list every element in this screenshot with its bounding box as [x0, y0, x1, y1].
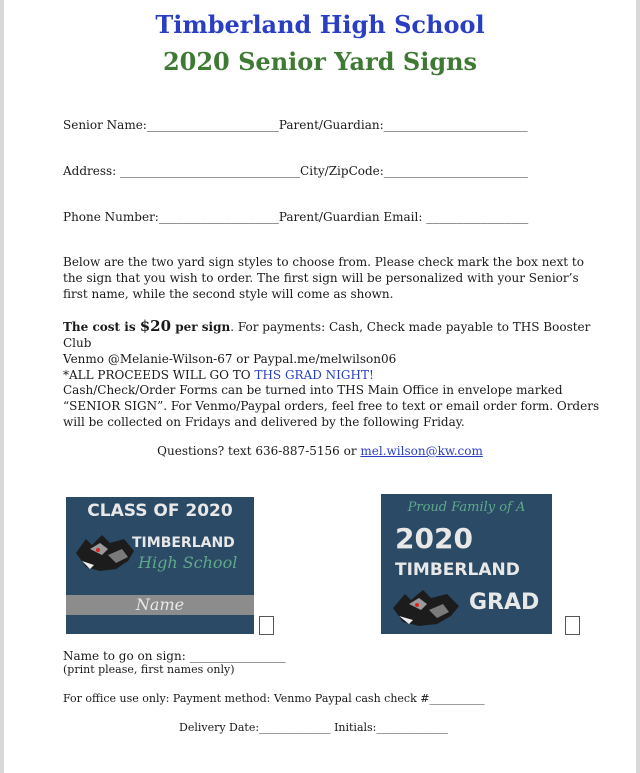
questions-line: [4, 444, 636, 458]
sign1-high-school: High School: [138, 553, 238, 572]
delivery-paragraph: Cash/Check/Order Forms can be turned into THS Main Office in envelope marked “SENIOR SIGN”. For Venmo/Paypal orders, feel free to text or email order form. Orders will be collected on Fridays and delivered by the following Friday.: [63, 383, 600, 429]
cost-per: per sign: [171, 320, 231, 334]
senior-name-field[interactable]: Senior Name:______________________: [63, 118, 279, 132]
sign2-proud-family: Proud Family of A: [407, 500, 526, 515]
address-field[interactable]: Address: ______________________________: [63, 164, 301, 178]
cost-payments: . For payments: Cash, Check made payable to THS Booster Club: [63, 320, 591, 350]
office-use-line: For office use only: Payment method: Venmo Paypal cash check #__________: [63, 692, 485, 705]
senior-name-line: [63, 117, 528, 133]
city-zip-field[interactable]: City/ZipCode:________________________: [300, 164, 528, 178]
yard-sign-personalized: [66, 497, 254, 634]
sign1-name-placeholder: Name: [135, 595, 185, 614]
name-on-sign-field[interactable]: Name to go on sign: ________________: [63, 649, 286, 663]
instructions-paragraph: Below are the two yard sign styles to choose from. Please check mark the box next to the sign that you wish to order. The first sign will be personalized with your Senior’s first name, while the second style will come as shown.: [63, 255, 584, 301]
parent-email-field[interactable]: Parent/Guardian Email: _________________: [278, 210, 529, 224]
sign1-school: TIMBERLAND: [132, 535, 235, 551]
sign1-class-of: CLASS OF 2020: [87, 501, 233, 521]
parent-guardian-field[interactable]: Parent/Guardian:________________________: [278, 118, 528, 132]
form-title: 2020 Senior Yard Signs: [162, 47, 478, 76]
phone-field[interactable]: Phone Number:____________________: [63, 210, 279, 224]
yard-sign-proud-family: [381, 494, 552, 634]
sign2-checkbox[interactable]: [565, 616, 580, 635]
delivery-line: Delivery Date:_____________ Initials:_____________: [179, 721, 448, 734]
sign2-year: 2020: [395, 522, 473, 555]
cost-lead: The cost is: [63, 320, 140, 334]
address-line: [63, 163, 528, 179]
contact-email-link[interactable]: mel.wilson@kw.com: [360, 444, 483, 458]
name-on-sign-note: (print please, first names only): [63, 663, 235, 676]
phone-line: [63, 209, 528, 225]
cost-price: $20: [139, 317, 172, 335]
sign1-checkbox[interactable]: [259, 616, 274, 635]
school-title: Timberland High School: [155, 10, 485, 39]
cost-paragraph: [63, 318, 603, 383]
order-form-page: [4, 0, 636, 773]
venmo-line: Venmo @Melanie-Wilson-67 or Paypal.me/melwilson06: [63, 352, 397, 366]
questions-lead: Questions? text 636-887-5156 or: [157, 444, 361, 458]
wolf-mascot-icon: [72, 531, 138, 575]
wolf-mascot-icon: [389, 586, 463, 628]
sign2-school: TIMBERLAND: [395, 560, 520, 580]
proceeds-target: THS GRAD NIGHT!: [254, 368, 374, 382]
sign2-grad: GRAD: [469, 590, 540, 615]
proceeds-lead: *ALL PROCEEDS WILL GO TO: [63, 368, 255, 382]
